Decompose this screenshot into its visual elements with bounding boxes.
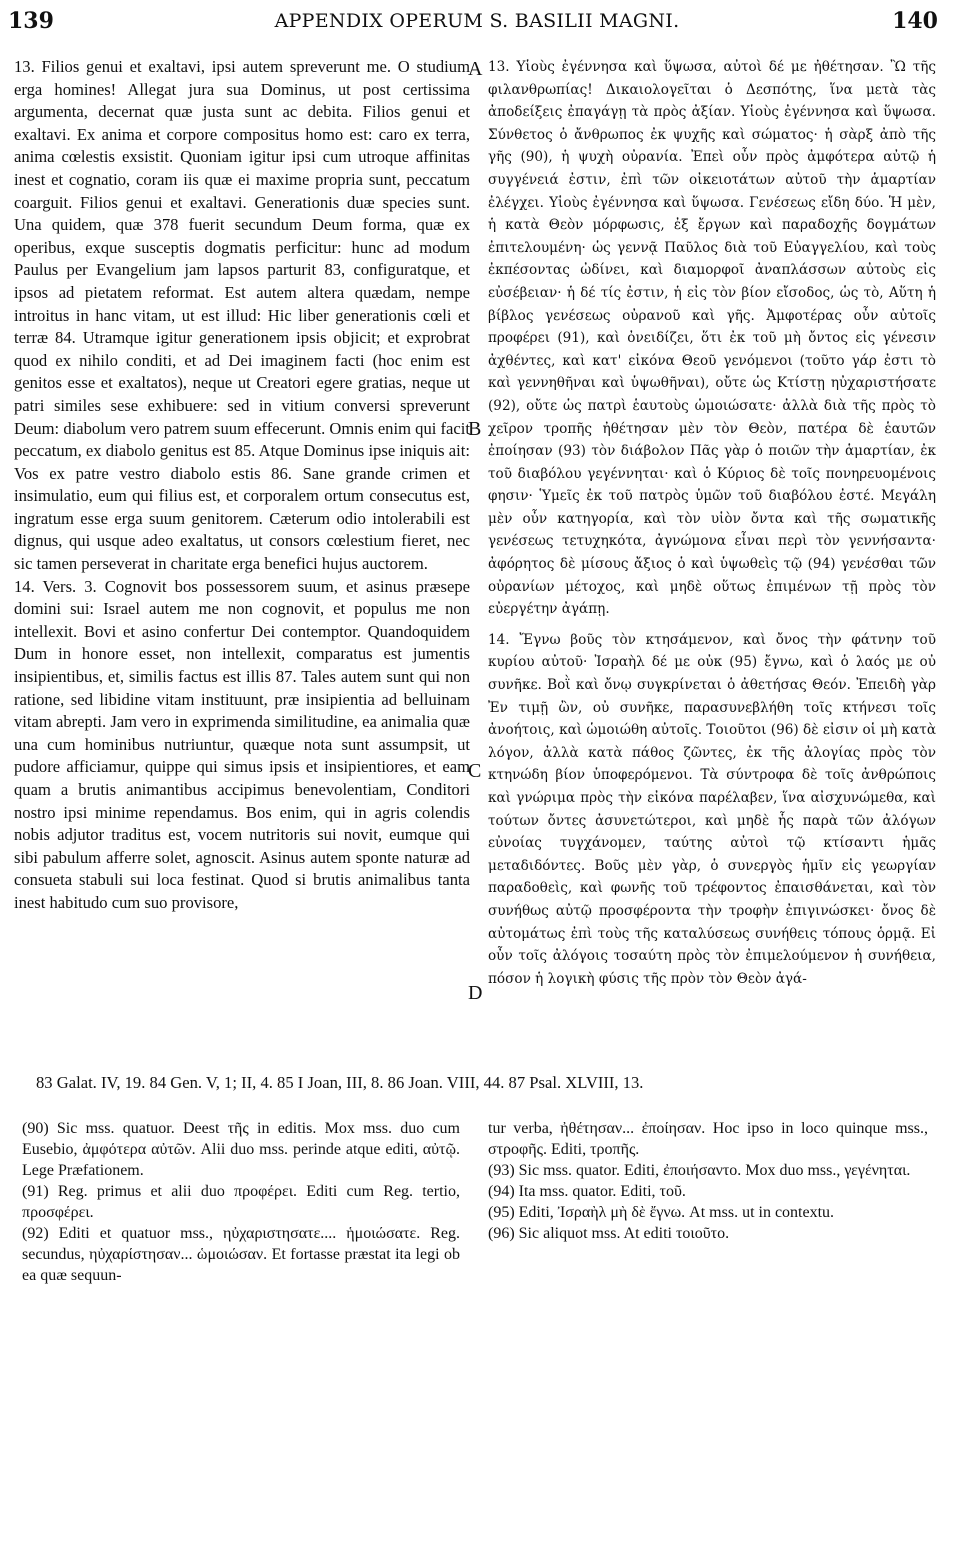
greek-paragraph-13: 13. Υἱοὺς ἐγέννησα καὶ ὕψωσα, αὐτοὶ δέ με ἠθέτησαν. Ὢ τῆς φιλανθρωπίας! Δικαιολογεῖται ὁ Δεσπότης, ἵνα μετὰ τὰς ἀποδείξεις ἐπαγάγῃ τὰ πρὸς ἀξίαν. Υἱοὺς ἐγέννησα καὶ ὕψωσα. Σύνθετος ὁ ἄνθρωπος ἐκ ψυχῆς καὶ σώματος· ἡ σὰρξ ἀπὸ τῆς γῆς (90), ἡ ψυχὴ οὐρανία. Ἐπεὶ οὖν πρὸς ἀμφότερα αὐτῷ ἡ συγγένειά ἐστιν, ἐπὶ τῶν οἰκειοτάτων αὐτοῦ τὴν ἁμαρτίαν ἐλέγχει. Υἱοὺς ἐγέννησα καὶ ὕψωσα. Γενέσεως εἴδη δύο. Ἡ μὲν, ἡ κατὰ Θεὸν μόρφωσις, ἐξ ἔργων καὶ παραδοχῆς δογμάτων ἐπιτελουμένη· ὡς γεννᾷ Παῦλος διὰ τοῦ Εὐαγγελίου, καὶ τοὺς ἐκπέσοντας ὠδίνει, καὶ διαμορφοῖ ἀναπλάσσων αὐτοὺς εἰς εὐσέβειαν· ἡ δέ τίς ἐστιν, ἡ εἰς τὸν βίον εἴσοδος, ὡς τὸ, Αὕτη ἡ βίβλος γενέσεως οὐρανοῦ καὶ γῆς. Ἀμφοτέρας οὖν αὐτοῖς προφέρει (91), καὶ ὀνειδίζει, ὅτι ἐκ τοῦ μὴ ὄντος εἰς γένεσιν ἀχθέντες, καὶ κατ' εἰκόνα Θεοῦ γενόμενοι (τοῦτο γάρ ἐστι τὸ καὶ γεννηθῆναι καὶ ὑψωθῆναι), οὔτε ὡς Κτίστῃ ηὐχαριστήσατε (92), οὔτε ὡς πατρὶ ἑαυτοὺς ὡμοιώσατε· ἀλλὰ διὰ τῆς πρὸς τὸ χεῖρον τροπῆς ἠθέτησαν μὲν τὸν Θεὸν, πατέρα δὲ ἑαυτῶν ἐποίησαν (93) τὸν διάβολον Πᾶς γὰρ ὁ ποιῶν τὴν ἁμαρτίαν, ἐκ τοῦ διαβόλου γεγέννηται· καὶ ὁ Κύριος δὲ τοῖς πονηρευομένοις φησιν· Ὑμεῖς ἐκ τοῦ πατρὸς ὑμῶν τοῦ διαβόλου ἐστέ. Μεγάλη μὲν οὖν κατηγορία, καὶ τὸν υἱὸν ὄντα καὶ τῆς σωματικῆς γενέσεως τετυχηκότα, ἀγνώμονα εἶναι περὶ τὸν γεννήσαντα· ἀφόρητος δὲ μίσους ἄξιος ὁ καὶ ὑψωθεὶς τῷ (94) γενέσθαι τῶν οὐρανίων μέτοχος, καὶ μηδὲ οὕτως ἐπιμένων τῇ πρὸς τὸν εὐεργέτην ἀγάπῃ. bbox=[488, 59, 936, 618]
footnote: (91) Reg. primus et alii duo προφέρει. Editi cum Reg. tertio, προσφέρει. bbox=[22, 1183, 460, 1221]
footnote: (93) Sic mss. quator. Editi, ἐποιήσαντο. Mox duo mss., γεγένηται. bbox=[488, 1162, 911, 1179]
page-number-left: 139 bbox=[8, 8, 54, 34]
running-title: APPENDIX OPERUM S. BASILII MAGNI. bbox=[274, 10, 680, 32]
latin-column bbox=[14, 56, 470, 915]
section-marker-a: A bbox=[468, 58, 483, 80]
page-number-right: 140 bbox=[892, 8, 938, 34]
section-marker-b: B bbox=[468, 418, 482, 440]
latin-paragraph-13: 13. Filios genui et exaltavi, ipsi autem spreverunt me. O studium erga homines! Allegat jura sua Dominus, ut post certissima argumenta, decernat quæ justa sunt ac debita. Filios genui et exaltavi. Ex anima et corpore compositus homo est: caro ex terra, anima cœlestis exsistit. Quoniam igitur ipsi cum utroque affinitas inest et cognatio, coram iis quæ ei maxime propria sunt, peccatum coarguit. Filios genui et exaltavi. Generationis duæ species sunt. Una quidem, quæ 378 fuerit secundum Deum forma, quæ ex operibus, exque susceptis dogmatis perficitur: hunc ad modum Paulus per Evangelium jam lapsos parturit 83, configuratque, et ipsos ad pietatem reformat. Est autem altera quædam, nempe introitus in hanc vitam, ut est illud: Hic liber generationis cœli et terræ 84. Utramque igitur generationem ipsis objicit; et exprobrat quod ex nihilo conditi, et ad Dei imaginem facti (hoc enim est genitos esse et exaltatos), neque ut Creatori egere gratias, neque ut patri similes sese exhibuere: sed in vitium conversi spreverunt Deum: diabolum vero patrem suum effecerunt. Omnis enim qui facit peccatum, ex diabolo genitus est 85. Atque Dominus ipse iniquis ait: Vos ex patre vestro diabolo estis 86. Sane grande crimen et insimulatio, eum qui filius est, et corporalem ortum consecutus est, ingratum esse erga suum genitorem. Cæterum odio intolerabili est dignus, qui usque adeo exaltatus, ut consors cœlestium fieret, nec sic tamen perseverat in charitate erga benefici hujus auctorem. bbox=[14, 57, 470, 574]
footnote: tur verba, ἠθέτησαν... ἐποίησαν. Hoc ipso in loco quinque mss., στροφῆς. Editi, τροπῆς. bbox=[488, 1120, 928, 1158]
section-marker-d: D bbox=[468, 982, 483, 1004]
footnote: (94) Ita mss. quator. Editi, τοῦ. bbox=[488, 1183, 686, 1200]
footnote: (92) Editi et quatuor mss., ηὐχαριστησατε.... ἡμοιώσατε. Reg. secundus, ηὐχαρίστησαν... ὡμοιώσαν. Et fortasse præstat ita legi ob ea quæ sequun- bbox=[22, 1225, 460, 1284]
latin-paragraph-14: 14. Vers. 3. Cognovit bos possessorem suum, et asinus præsepe domini sui: Israel autem me non cognovit, et populus me non intellexit. Bovi et asino confertur Dei contemptor. Quandoquidem Dum in honore esset, non intellexit, comparatus est jumentis insipientibus, et, similis factus est illis 87. Tales autem sunt qui non ratione, sed libidine vitam instituunt, præ insipientia ad belluinam vitam abrepti. Jam vero in exprimenda similitudine, ea animalia quæ una cum hominibus nutriuntur, quæque nota sunt assumpsit, ut pudore afficiamur, quippe qui simus ipsis et insipientiores, et eam quam a brutis animantibus accipimus benevolentiam, Conditori nostro ipsi minime rependamus. Bos enim, qui in agris colendis nobis adjutor traditus est, vocem nutritoris sui novit, eumque qui sibi pabulum afferre solet, agnoscit. Asinus autem sponte naturæ ad consueta stabuli sui loca festinat. Quod si brutis animalibus tanta inest habitudo cum suo provisore, bbox=[14, 576, 470, 912]
footnotes-left bbox=[22, 1118, 460, 1286]
running-header bbox=[0, 4, 954, 38]
footnote: (90) Sic mss. quatuor. Deest τῆς in editis. Mox mss. duo cum Eusebio, ἀμφότερα αὐτῶν. Alii duo mss. perinde atque editi, αὐτῷ. Lege Præfationem. bbox=[22, 1120, 460, 1179]
scripture-references: 83 Galat. IV, 19. 84 Gen. V, 1; II, 4. 85 I Joan, III, 8. 86 Joan. VIII, 44. 87 Psal. XLVIII, 13. bbox=[36, 1073, 644, 1092]
greek-paragraph-14: 14. Ἔγνω βοῦς τὸν κτησάμενον, καὶ ὄνος τὴν φάτνην τοῦ κυρίου αὐτοῦ· Ἰσραὴλ δέ με οὐκ (95) ἔγνω, καὶ ὁ λαός με οὐ συνῆκε. Βοῒ καὶ ὄνῳ συγκρίνεται ὁ ἀθετήσας Θεόν. Ἐπειδὴ γὰρ Ἐν τιμῇ ὢν, οὐ συνῆκε, παρασυνεβλήθη τοῖς κτήνεσι τοῖς ἀνοήτοις, καὶ ὡμοιώθη αὐτοῖς. Τοιοῦτοι (96) δὲ εἰσιν οἱ μὴ κατὰ λόγον, ἀλλὰ κατὰ πάθος ζῶντες, ἐκ τῆς ἀλογίας πρὸς τὸν κτηνώδη βίον ὑποφερόμενοι. Τὰ σύντροφα δὲ τοῖς ἀνθρώποις καὶ γνώριμα πρὸς τὴν εἰκόνα παρέλαβεν, ἵνα αἰσχυνώμεθα, καὶ τούτων ὄντες ἀσυνετώτεροι, καὶ μηδὲ ἧς παρὰ τῶν ἀλόγων εὐνοίας τυγχάνομεν, ταύτης αὐτοὶ τῷ κτίσαντι ἡμᾶς μεταδιδόντες. Βοῦς μὲν γὰρ, ὁ συνεργὸς ἡμῖν εἰς γεωργίαν παραδοθεὶς, καὶ φωνῆς τοῦ τρέφοντος ἐπαισθάνεται, καὶ τὸν συνήθως αὐτῷ προσφέροντα τὴν τροφὴν ἐπιγινώσκει· ὄνος δὲ αὐτομάτως ἐπὶ τοὺς τῆς καταλύσεως συνήθεις τόπους ὁρμᾷ. Εἰ οὖν τοῖς ἀλόγοις τοσαύτη πρὸς τὸν ἐπιμελούμενον ἡ συνήθεια, πόσον ἡ λογικὴ φύσις τῆς πρὸν τὸν Θεὸν ἀγά- bbox=[488, 631, 936, 987]
footnotes-right bbox=[488, 1118, 928, 1244]
greek-column bbox=[488, 56, 936, 990]
section-marker-c: C bbox=[468, 760, 482, 782]
footnote: (95) Editi, Ἰσραὴλ μὴ δὲ ἔγνω. At mss. ut in contextu. bbox=[488, 1204, 835, 1221]
footnote: (96) Sic aliquot mss. At editi τοιοῦτο. bbox=[488, 1225, 730, 1242]
